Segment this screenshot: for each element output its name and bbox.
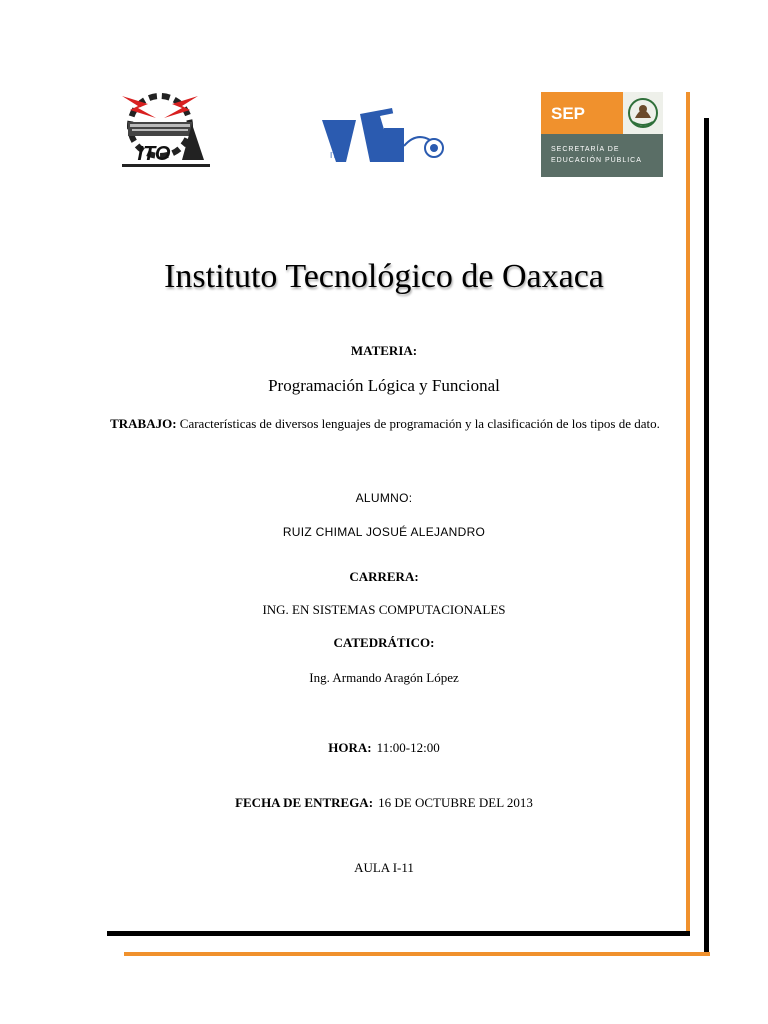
orange-border-right bbox=[686, 92, 690, 934]
orange-border-bottom bbox=[124, 952, 710, 956]
materia-label: MATERIA: bbox=[350, 343, 418, 358]
trabajo-label: TRABAJO: bbox=[110, 416, 177, 431]
hora-line bbox=[90, 737, 678, 756]
svg-text:IT: IT bbox=[330, 151, 338, 160]
catedratico-value: Ing. Armando Aragón López bbox=[309, 670, 459, 685]
carrera-value: ING. EN SISTEMAS COMPUTACIONALES bbox=[262, 602, 506, 617]
alumno-label: ALUMNO: bbox=[355, 491, 413, 505]
fecha-line bbox=[90, 792, 678, 811]
ito-logo-text: ITO bbox=[137, 143, 171, 165]
page-title: Instituto Tecnológico de Oaxaca bbox=[164, 258, 604, 295]
sep-logo bbox=[541, 92, 663, 177]
mexico-seal-icon bbox=[623, 92, 663, 134]
catedratico-label: CATEDRÁTICO: bbox=[333, 635, 435, 650]
fecha-label: FECHA DE ENTREGA: bbox=[235, 795, 374, 810]
sep-logo-abbrev: SEP bbox=[541, 92, 623, 134]
black-border-bottom bbox=[107, 931, 690, 936]
dgest-logo bbox=[320, 106, 450, 172]
hora-label: HORA: bbox=[328, 740, 372, 755]
trabajo-block bbox=[104, 413, 666, 435]
hora-value: 11:00-12:00 bbox=[376, 740, 440, 755]
carrera-label: CARRERA: bbox=[349, 569, 419, 584]
trabajo-value: Características de diversos lenguajes de programación y la clasificación de los tipos de dato. bbox=[179, 416, 660, 431]
black-border-right bbox=[704, 118, 709, 952]
ito-logo bbox=[108, 88, 212, 172]
fecha-value: 16 DE OCTUBRE DEL 2013 bbox=[378, 795, 533, 810]
aula-value: AULA I-11 bbox=[354, 860, 414, 875]
alumno-value: RUIZ CHIMAL JOSUÉ ALEJANDRO bbox=[282, 525, 486, 539]
materia-value: Programación Lógica y Funcional bbox=[268, 376, 500, 395]
sep-logo-text: SECRETARÍA DE EDUCACIÓN PÚBLICA bbox=[551, 146, 642, 164]
